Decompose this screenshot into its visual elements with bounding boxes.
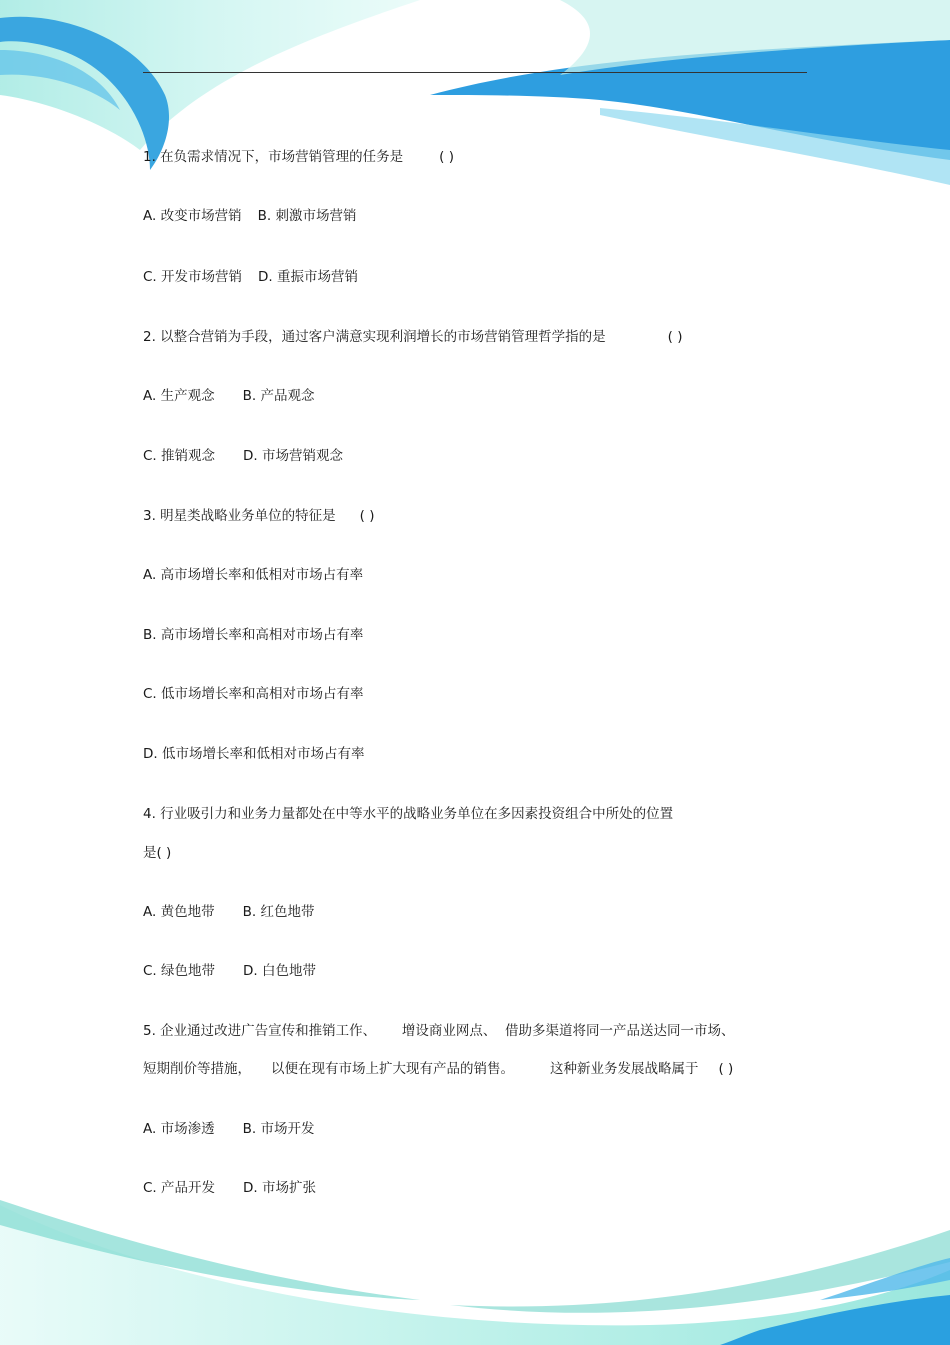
question-3-text: 3. 明星类战略业务单位的特征是 [143,508,336,524]
question-5-stem-continued [143,1060,733,1078]
question-1-stem [143,148,454,166]
question-2-option-a: A. 生产观念 [143,388,215,404]
question-1-options-row-2 [143,268,358,286]
question-2-option-d: D. 市场营销观念 [243,448,343,464]
question-5-answer-blank: ( ) [718,1061,734,1077]
question-4-option-b: B. 红色地带 [242,904,315,920]
question-5-options-row-2 [143,1179,316,1197]
question-5-stem-part-c: 这种新业务发展战略属于 [550,1061,699,1077]
question-3-option-c: C. 低市场增长率和高相对市场占有率 [143,686,364,702]
question-3-stem [143,507,375,525]
question-4-stem-continued: 是( ) [143,845,172,861]
question-5-stem: 5. 企业通过改进广告宣传和推销工作、 增设商业网点、 借助多渠道将同一产品送达同一市场、 [143,1023,735,1039]
question-3-answer-blank: ( ) [359,508,375,524]
question-5-option-b: B. 市场开发 [242,1121,315,1137]
question-1-option-d: D. 重振市场营销 [258,269,358,285]
question-4-options-row-1 [143,903,314,921]
question-4-option-c: C. 绿色地带 [143,963,216,979]
question-1-option-b: B. 刺激市场营销 [257,208,357,224]
question-4-stem: 4. 行业吸引力和业务力量都处在中等水平的战略业务单位在多因素投资组合中所处的位置 [143,806,674,822]
question-2-option-b: B. 产品观念 [242,388,315,404]
question-5-options-row-1 [143,1120,314,1138]
question-3-option-d: D. 低市场增长率和低相对市场占有率 [143,746,365,762]
question-5-option-d: D. 市场扩张 [243,1180,316,1196]
question-2-options-row-2 [143,447,343,465]
question-3-option-b: B. 高市场增长率和高相对市场占有率 [143,627,364,643]
question-1-answer-blank: ( ) [439,149,454,165]
question-5-stem-part-b: 以便在现有市场上扩大现有产品的销售。 [271,1061,514,1077]
question-2-text: 2. 以整合营销为手段，通过客户满意实现利润增长的市场营销管理哲学指的是 [143,329,606,345]
question-2-answer-blank: ( ) [667,329,683,345]
question-3-option-a: A. 高市场增长率和低相对市场占有率 [143,567,364,583]
question-1-option-c: C. 开发市场营销 [143,269,243,285]
question-5-option-a: A. 市场渗透 [143,1121,215,1137]
question-2-option-c: C. 推销观念 [143,448,216,464]
question-1-text: 1. 在负需求情况下，市场营销管理的任务是 [143,149,404,165]
question-2-options-row-1 [143,387,314,405]
question-4-option-d: D. 白色地带 [243,963,316,979]
question-5-option-c: C. 产品开发 [143,1180,216,1196]
question-4-option-a: A. 黄色地带 [143,904,215,920]
question-4-options-row-2 [143,962,316,980]
question-1-options-row-1 [143,207,356,225]
question-1-option-a: A. 改变市场营销 [143,208,242,224]
question-5-stem-part-a: 短期削价等措施， [143,1061,251,1077]
question-2-stem [143,328,683,346]
